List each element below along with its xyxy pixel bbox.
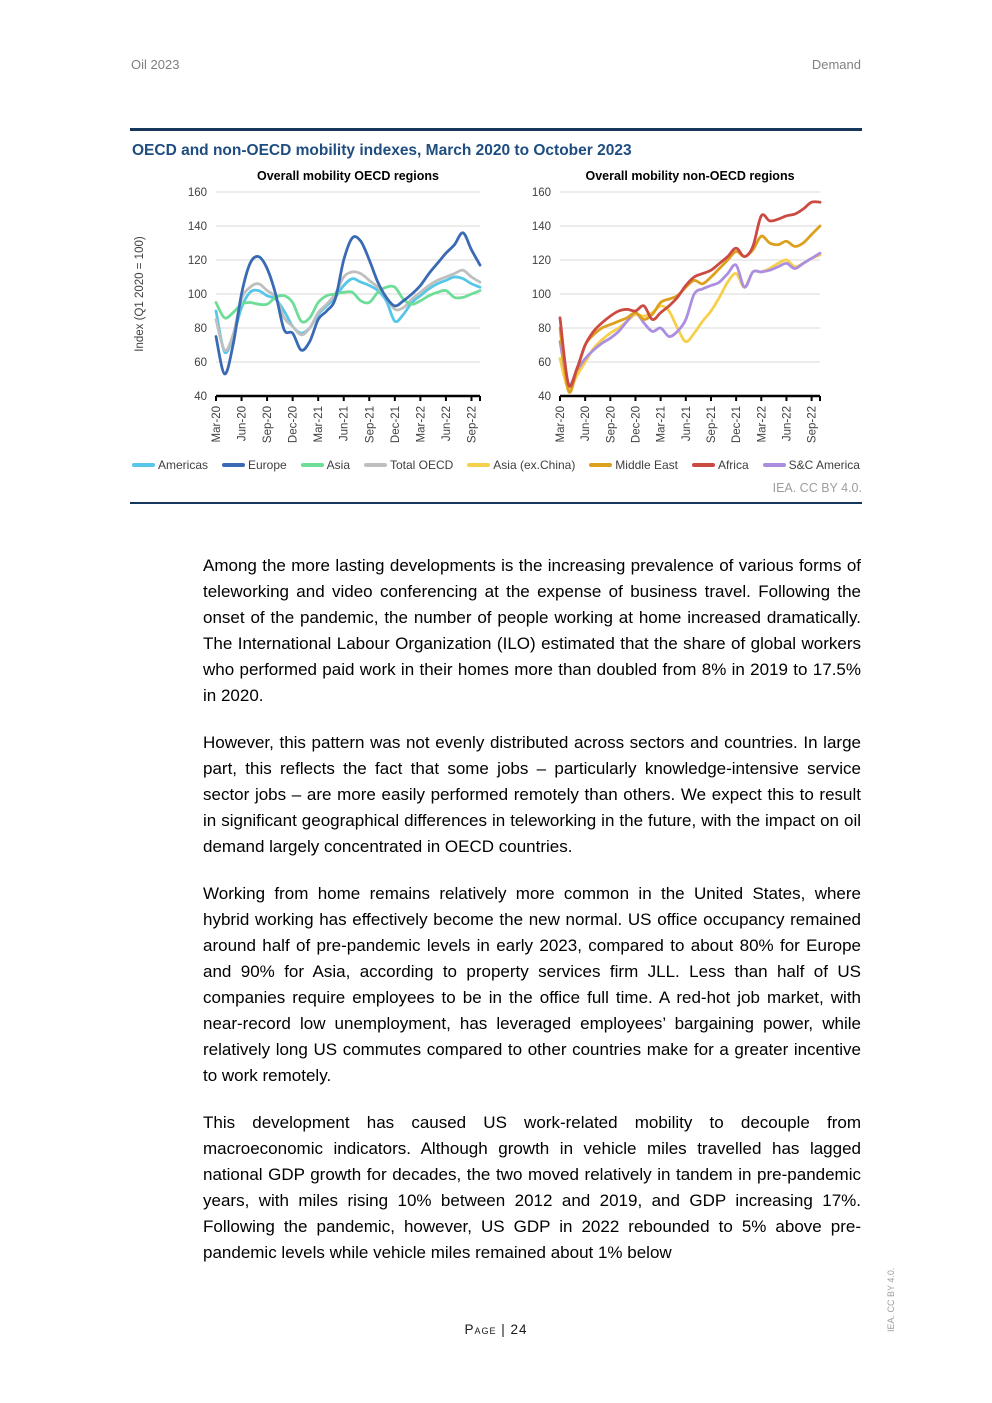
legend-item — [364, 458, 453, 472]
y-tick-label: 100 — [187, 289, 207, 301]
x-tick-label: Jun-20 — [236, 406, 249, 442]
y-tick-label: 160 — [187, 187, 207, 199]
legend-swatch — [222, 463, 245, 467]
x-tick-label: Dec-20 — [630, 406, 643, 444]
legend-item — [589, 458, 678, 472]
y-axis-title: Index (Q1 2020 = 100) — [134, 236, 146, 352]
legend-swatch — [301, 463, 324, 467]
legend-label: Europe — [247, 458, 287, 472]
series-line-asia-ex-china- — [560, 255, 820, 390]
x-tick-label: Mar-22 — [415, 406, 428, 443]
y-tick-label: 140 — [531, 221, 551, 233]
x-tick-label: Jun-22 — [781, 406, 794, 442]
legend-swatch — [589, 463, 612, 467]
legend-item — [692, 458, 749, 472]
legend-swatch — [467, 463, 490, 467]
page-number: Page | 24 — [464, 1322, 528, 1337]
y-tick-label: 120 — [187, 255, 207, 267]
x-tick-label: Dec-20 — [287, 406, 300, 444]
x-tick-label: Sep-20 — [605, 406, 618, 444]
figure-top-rule — [130, 128, 862, 131]
legend-label: Africa — [717, 458, 749, 472]
x-tick-label: Jun-22 — [440, 406, 453, 442]
header-right-label: Demand — [811, 57, 861, 72]
y-tick-label: 60 — [194, 357, 207, 369]
legend-swatch — [132, 463, 155, 467]
body-paragraph: Working from home remains relatively more common in the United States, where hybrid working has effectively become the new normal. US office occupancy remained around half of pre-pandemic levels in early 2023, compared to about 80% for Europe and 90% for Asia, according to property services firm JLL. Less than half of US companies require employees to be in the office full time. A red-hot job market, with near-record low unemployment, has leveraged employees’ bargaining power, while relatively long US commutes compared to other countries make for a greater incentive to work remotely. — [203, 884, 861, 1085]
x-tick-label: Mar-21 — [313, 406, 326, 443]
legend-swatch — [692, 463, 715, 467]
chart-non-oecd — [496, 166, 862, 456]
y-tick-label: 120 — [531, 255, 551, 267]
chart-legend — [130, 458, 862, 472]
x-tick-label: Sep-21 — [364, 406, 377, 444]
x-tick-label: Mar-22 — [756, 406, 769, 443]
legend-item — [467, 458, 575, 472]
body-paragraph: This development has caused US work-related mobility to decouple from macroeconomic indicators. Although growth in vehicle miles travelled has lagged national GDP growth for decades, the two moved relatively in tandem in pre-pandemic years, with miles rising 10% between 2012 and 2019, and GDP increasing 17%. Following the pandemic, however, US GDP in 2022 rebounded to 5% above pre-pandemic levels while vehicle miles remained about 1% below — [203, 1113, 861, 1262]
body-paragraph: However, this pattern was not evenly distributed across sectors and countries. In large part, this reflects the fact that some jobs – particularly knowledge-intensive service sector jobs – are more easily performed remotely than others. We expect this to result in significant geographical differences in teleworking in the future, with the impact on oil demand largely concentrated in OECD countries. — [203, 733, 861, 856]
x-tick-label: Sep-22 — [466, 406, 479, 444]
x-tick-label: Mar-20 — [211, 406, 223, 443]
x-tick-label: Jun-21 — [680, 406, 693, 442]
legend-item — [763, 458, 860, 472]
x-tick-label: Sep-22 — [806, 406, 819, 444]
legend-item — [132, 458, 208, 472]
x-tick-label: Dec-21 — [389, 406, 402, 444]
y-tick-label: 80 — [194, 323, 207, 335]
legend-label: Asia — [326, 458, 350, 472]
legend-label: Total OECD — [389, 458, 454, 472]
chart-oecd — [130, 166, 496, 456]
running-header — [131, 57, 861, 72]
y-tick-label: 140 — [187, 221, 207, 233]
figure-title: OECD and non-OECD mobility indexes, March 2020 to October 2023 — [132, 142, 632, 159]
legend-item — [301, 458, 350, 472]
legend-swatch — [364, 463, 387, 467]
y-tick-label: 80 — [538, 323, 551, 335]
body-text — [203, 553, 861, 1287]
x-tick-label: Jun-21 — [338, 406, 351, 442]
y-tick-label: 60 — [538, 357, 551, 369]
y-tick-label: 40 — [194, 391, 207, 403]
x-tick-label: Sep-21 — [705, 406, 718, 444]
figure-bottom-rule — [130, 502, 862, 504]
body-paragraph: Among the more lasting developments is the increasing prevalence of various forms of teleworking and video conferencing at the expense of business travel. Following the onset of the pandemic, the number of people working at home increased dramatically. The International Labour Organization (ILO) estimated that the share of global workers who performed paid work in their homes more than doubled from 8% in 2019 to 17.5% in 2020. — [203, 556, 861, 705]
x-tick-label: Jun-20 — [580, 406, 593, 442]
legend-swatch — [763, 463, 786, 467]
legend-label: S&C America — [788, 458, 860, 472]
series-line-americas — [216, 277, 480, 353]
legend-label: Asia (ex.China) — [493, 458, 576, 472]
x-tick-label: Mar-20 — [555, 406, 567, 443]
charts-row — [130, 166, 862, 456]
chart-title: Overall mobility non-OECD regions — [585, 169, 795, 183]
x-tick-label: Mar-21 — [655, 406, 668, 443]
side-license-note: IEA. CC BY 4.0. — [886, 1267, 896, 1332]
y-tick-label: 100 — [531, 289, 551, 301]
y-tick-label: 40 — [538, 391, 551, 403]
chart-title: Overall mobility OECD regions — [257, 169, 439, 183]
figure-attribution: IEA. CC BY 4.0. — [772, 481, 862, 495]
legend-item — [222, 458, 287, 472]
x-tick-label: Dec-21 — [731, 406, 744, 444]
mobility-figure — [130, 128, 862, 504]
x-tick-label: Sep-20 — [262, 406, 275, 444]
legend-label: Americas — [158, 458, 209, 472]
header-left-label: Oil 2023 — [131, 57, 180, 72]
legend-label: Middle East — [615, 458, 678, 472]
y-tick-label: 160 — [531, 187, 551, 199]
series-line-s-c-america — [560, 253, 820, 385]
